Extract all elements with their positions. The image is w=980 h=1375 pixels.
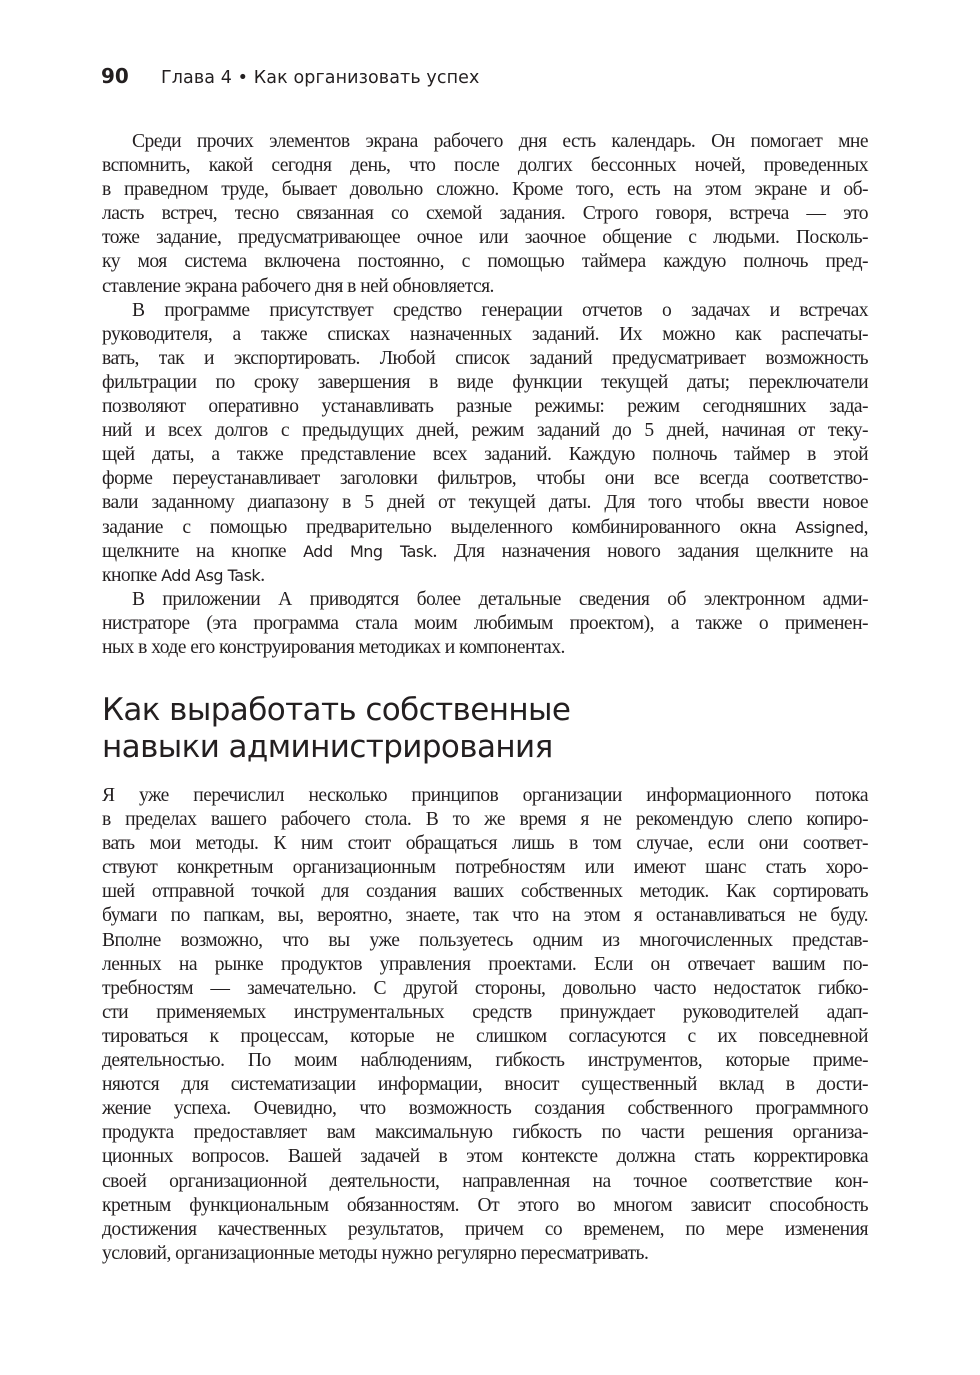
text-line: нистраторе (эта программа стала моим любимым проектом), а также о применен- xyxy=(102,612,868,634)
text-line: вали заданному диапазону в 5 дней от текущей даты. Для того чтобы ввести новое xyxy=(102,492,868,514)
text-line: форме переустанавливает заголовки фильтров, чтобы они все всегда соответство- xyxy=(102,468,868,490)
text-line: Вполне возможно, что вы уже пользуетесь одним из многочисленных представ- xyxy=(102,929,868,951)
text-line: ционных вопросов. Вашей задачей в этом контексте должна стать корректировка xyxy=(102,1146,868,1168)
text-run: , xyxy=(863,516,868,538)
section-intro-text xyxy=(102,130,868,660)
text-line: В программе присутствует средство генерации отчетов о задачах и встречах xyxy=(132,299,868,321)
section-heading-line: Как выработать собственные xyxy=(102,692,571,728)
running-head xyxy=(101,64,479,92)
text-run: кнопке xyxy=(102,564,162,586)
chapter-title: Глава 4 • Как организовать успех xyxy=(161,68,480,88)
text-line: кретным функциональным обязанностям. От этого во многом зависит способность xyxy=(102,1194,868,1216)
section-body-text xyxy=(102,784,868,1266)
section-heading xyxy=(102,692,882,766)
text-line: вать мои методы. К ним стоит обращаться лишь в том случае, если они соответ- xyxy=(102,833,868,855)
text-run: щелкните на кнопке xyxy=(102,540,304,562)
text-line: шей отправной точкой для создания ваших собственных методик. Как сортировать xyxy=(102,881,868,903)
text-line xyxy=(102,540,868,564)
code-term-add-mng-task: Add Mng Task xyxy=(303,541,433,561)
text-line: щей даты, а также представление всех заданий. Каждую полночь таймер в этой xyxy=(102,444,868,466)
text-line: требностям — замечательно. С другой стороны, довольно часто недостаток гибко- xyxy=(102,977,868,999)
text-line: бумаги по папкам, вы, вероятно, знаете, так что на этом я останавливаться не буду. xyxy=(102,905,868,927)
text-line: тироваться к процессам, которые не слишком согласуются с их повседневной xyxy=(102,1025,868,1047)
text-line: вспомнить, какой сегодня день, что после долгих бессонных ночей, проведенных xyxy=(102,155,868,177)
page-number: 90 xyxy=(101,64,129,88)
text-line: ласть встреч, тесно связанная со схемой задания. Строго говоря, встреча — это xyxy=(102,203,868,225)
text-run: . Для назначения нового задания щелкните на xyxy=(432,540,868,562)
code-term-assigned: Assigned xyxy=(795,517,864,537)
paragraph xyxy=(102,588,868,660)
text-line: ний и всех долгов с предыдущих дней, режим заданий до 5 дней, начиная от теку- xyxy=(102,420,868,442)
text-line: жение успеха. Очевидно, что возможность создания собственного программного xyxy=(102,1098,868,1120)
text-line: сти применяемых инструментальных средств принуждает руководителей адап- xyxy=(102,1001,868,1023)
text-run: задание с помощью предварительно выделенного комбинированного окна xyxy=(102,516,796,538)
text-line: в пределах вашего рабочего стола. В то же время я не рекомендую слепо копиро- xyxy=(102,809,868,831)
text-line xyxy=(102,516,868,540)
text-line: В приложении А приводятся более детальные сведения об электронном адми- xyxy=(132,588,868,610)
text-line: вать, так и экспортировать. Любой список заданий предусматривает возможность xyxy=(102,347,868,369)
text-line: своей организационной деятельности, направленная на точное соответствие кон- xyxy=(102,1170,868,1192)
text-line: Среди прочих элементов экрана рабочего дня есть календарь. Он помогает мне xyxy=(132,131,868,152)
text-line: няются для систематизации информации, вносит существенный вклад в дости- xyxy=(102,1074,868,1096)
paragraph xyxy=(102,130,868,299)
text-line: условий, организационные методы нужно регулярно пересматривать. xyxy=(102,1242,649,1264)
section-heading-line: навыки администрирования xyxy=(102,729,553,765)
text-line: ствуют конкретным организационным потребностям или имеют шанс стать хоро- xyxy=(102,857,868,879)
text-line: продукта предоставляет вам максимальную гибкость по части решения организа- xyxy=(102,1122,868,1144)
text-line: ставление экрана рабочего дня в ней обновляется. xyxy=(102,275,494,297)
paragraph xyxy=(102,784,868,1266)
code-term-add-asg-task: Add Asg Task xyxy=(161,565,261,585)
text-line xyxy=(102,564,868,588)
text-line: позволяют оперативно устанавливать разные режимы: режим сегодняшних зада- xyxy=(102,396,868,418)
text-line: тоже задание, предусматривающее очное или заочное общение с людьми. Посколь- xyxy=(102,227,868,249)
text-line: руководителя, а также списках назначенных заданий. Их можно как распечаты- xyxy=(102,323,868,345)
text-line: ку моя система включена постоянно, с помощью таймера каждую полночь пред- xyxy=(102,251,868,273)
text-line: фильтрации по сроку завершения в виде функции текущей даты; переключатели xyxy=(102,371,868,393)
text-line: Я уже перечислил несколько принципов организации информационного потока xyxy=(102,785,868,806)
text-run: . xyxy=(260,564,265,586)
text-line: ленных на рынке продуктов управления проектами. Если он отвечает вашим по- xyxy=(102,953,868,975)
text-line: деятельностью. По моим наблюдениям, гибкость инструментов, которые приме- xyxy=(102,1050,868,1072)
paragraph xyxy=(102,299,868,588)
text-line: достижения качественных результатов, причем со временем, по мере изменения xyxy=(102,1218,868,1240)
text-line: в праведном труде, бывает довольно сложно. Кроме того, есть на этом экране и об- xyxy=(102,179,868,201)
text-line: ных в ходе его конструирования методиках и компонентах. xyxy=(102,636,565,658)
